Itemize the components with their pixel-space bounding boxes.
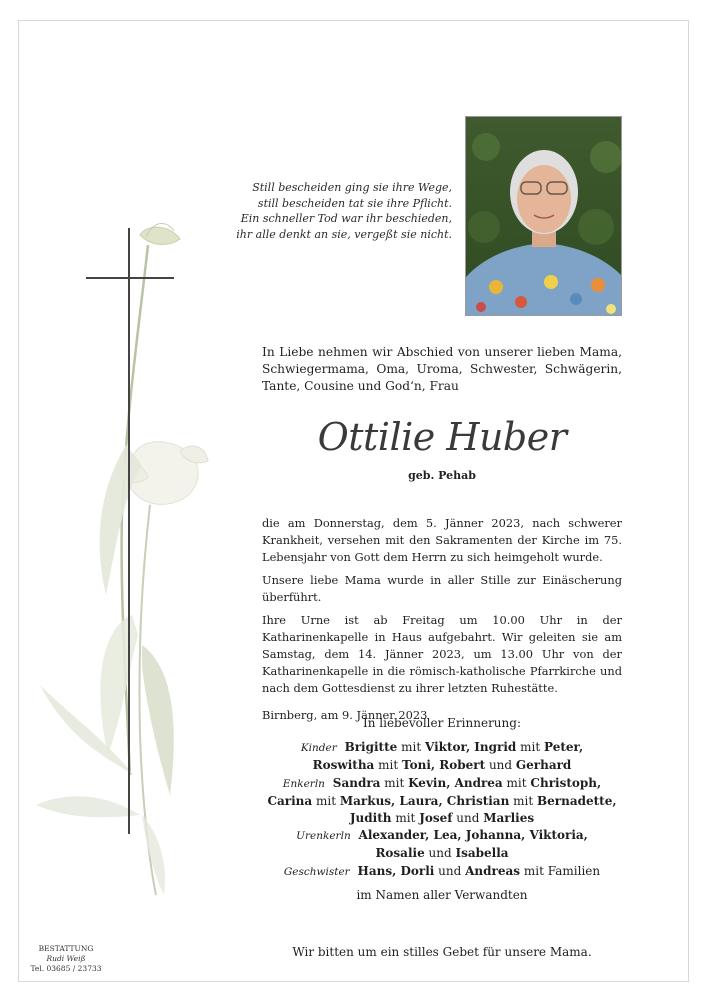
family-names: Roswitha [312, 758, 375, 773]
role-label: Geschwister [283, 865, 350, 878]
connector: mit [316, 793, 337, 808]
family-line [262, 775, 622, 793]
memory-closing: im Namen aller Verwandten [356, 887, 528, 902]
family-line [262, 810, 622, 827]
family-names: Andreas [465, 863, 521, 878]
connector: und [438, 863, 462, 878]
family-names: Carina [267, 793, 313, 808]
family-names: Toni, Robert [402, 758, 486, 773]
white-lily-illustration [30, 215, 230, 905]
connector: mit Familien [523, 863, 601, 878]
undertaker-name: Rudi Weiß [46, 954, 86, 963]
poem-line: Still bescheiden ging sie ihre Wege, [252, 181, 452, 194]
connector: und [428, 846, 452, 861]
poem-line: still bescheiden tat sie ihre Pflicht. [257, 196, 452, 210]
undertaker-title: BESTATTUNG [38, 944, 94, 953]
family-list [262, 715, 622, 904]
paragraph-cremation: Unsere liebe Mama wurde in aller Stille zur Einäscherung überführt. [262, 573, 622, 604]
poem-line: Ein schneller Tod war ihr beschieden, [240, 212, 452, 225]
maiden-name: geb. Pehab [408, 469, 476, 482]
connector: mit [401, 740, 422, 755]
connector: mit [395, 811, 416, 826]
family-line [262, 827, 622, 845]
family-names: Brigitte [344, 740, 398, 755]
undertaker-stamp [26, 944, 106, 974]
poem-line: ihr alle denkt an sie, vergeßt sie nicht. [236, 227, 452, 241]
family-names: Rosalie [375, 846, 425, 861]
family-line [262, 793, 622, 810]
intro-text: In Liebe nehmen wir Abschied von unserer lieben Mama, Schwiegermama, Oma, Uroma, Schwester, Schwägerin, Tante, Cousine und God‘n, Frau [262, 345, 622, 393]
family-names: Hans, Dorli [357, 863, 435, 878]
family-names: Gerhard [515, 758, 572, 773]
family-names: Kevin, Andrea [408, 775, 503, 790]
connector: mit [506, 775, 527, 790]
undertaker-phone: Tel. 03685 / 23733 [30, 964, 102, 973]
role-label: Urenkerln [296, 830, 351, 843]
portrait-photo [465, 116, 622, 316]
announcement-body [262, 515, 622, 730]
family-names: Isabella [455, 846, 509, 861]
paragraph-funeral: Ihre Urne ist ab Freitag um 10.00 Uhr in der Katharinenkapelle in Haus aufgebahrt. Wir geleiten sie am Samstag, dem 14. Jänner 2023, um 13.00 Uhr von der Katharinenkapelle in die römisch-katholische Pfarrkirche und nach dem Gottesdienst zu ihrer letzten Ruhestätte. [262, 613, 622, 695]
family-names: Christoph, [530, 775, 602, 790]
memorial-poem [200, 180, 452, 242]
family-names: Judith [349, 811, 392, 826]
connector: und [456, 811, 480, 826]
place-date: Birnberg, am 9. Jänner 2023 [262, 708, 428, 722]
memory-lead: In liebevoller Erinnerung: [363, 716, 521, 730]
connector: mit [520, 740, 541, 755]
family-names: Bernadette, [537, 793, 617, 808]
family-names: Sandra [332, 775, 381, 790]
cross-vertical-bar [128, 228, 130, 834]
role-label: Enkerln [282, 777, 325, 790]
deceased-name: Ottilie Huber [317, 415, 567, 459]
cross-horizontal-bar [86, 277, 174, 279]
family-names: Markus, Laura, Christian [339, 793, 510, 808]
connector: mit [378, 758, 399, 773]
family-names: Alexander, Lea, Johanna, Viktoria, [358, 828, 588, 843]
family-line [262, 863, 622, 881]
family-line [262, 757, 622, 774]
connector: mit [513, 793, 534, 808]
prayer-request: Wir bitten um ein stilles Gebet für unsere Mama. [292, 945, 592, 959]
connector: und [488, 758, 513, 773]
family-names: Peter, [544, 740, 584, 755]
connector: mit [384, 775, 405, 790]
family-names: Viktor, Ingrid [424, 740, 517, 755]
family-names: Marlies [483, 811, 535, 826]
family-line [262, 845, 622, 862]
family-line [262, 739, 622, 757]
family-names: Josef [419, 811, 453, 826]
paragraph-death: die am Donnerstag, dem 5. Jänner 2023, nach schwerer Krankheit, versehen mit den Sakramenten der Kirche im 75. Lebensjahr von Gott dem Herrn zu sich heimgeholt wurde. [262, 516, 622, 564]
role-label: Kinder [300, 742, 337, 755]
